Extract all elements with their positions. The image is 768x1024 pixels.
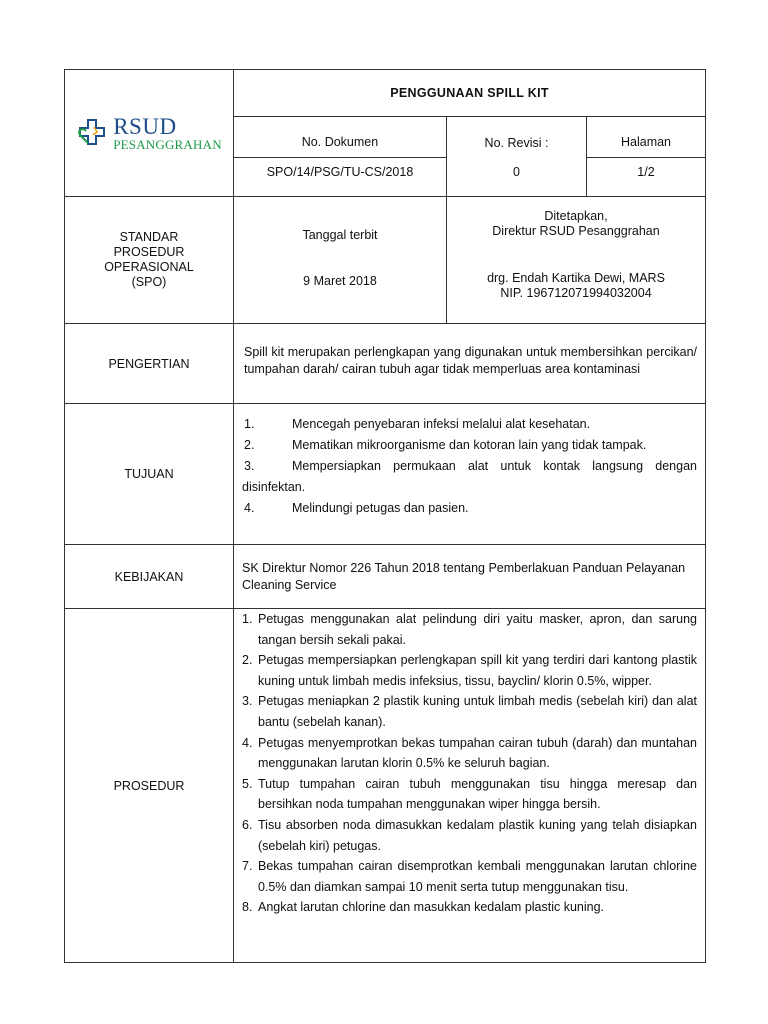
halaman-label: Halaman [587, 117, 706, 158]
list-text: Angkat larutan chlorine dan masukkan kedalam plastic kuning. [258, 900, 605, 915]
pengertian-cell [234, 324, 706, 404]
document-title: PENGGUNAAN SPILL KIT [234, 70, 706, 117]
list-number: 1. [244, 417, 255, 431]
spo-label [65, 197, 234, 324]
pengertian-text: Spill kit merupakan perlengkapan yang digunakan untuk membersihkan percikan/ tumpahan darah/ cairan tubuh agar tidak memperluas area kontaminasi [244, 344, 697, 376]
list-number: 5. [242, 776, 253, 791]
spo-document [64, 69, 705, 963]
list-item [242, 815, 697, 856]
logo-name: RSUD [113, 114, 177, 139]
list-text: Tisu absorben noda dimasukkan kedalam plastik kuning yang telah disiapkan (sebelah kiri) petugas. [258, 817, 697, 853]
list-item [242, 897, 697, 918]
prosedur-list [234, 609, 705, 918]
list-item [242, 856, 697, 897]
tanggal-terbit-cell [234, 197, 447, 324]
direktur-title: Direktur RSUD Pesanggrahan [492, 224, 660, 238]
tanggal-terbit-label: Tanggal terbit [302, 228, 378, 242]
list-text: Melindungi petugas dan pasien. [292, 501, 469, 515]
tujuan-list [234, 414, 705, 519]
list-item [242, 609, 697, 650]
list-text: Petugas menggunakan alat pelindung diri yaitu masker, apron, dan sarung tangan bersih sekali pakai. [258, 612, 697, 647]
list-item [242, 498, 697, 519]
list-item [242, 435, 697, 456]
list-item [242, 414, 697, 435]
list-number: 4. [242, 735, 253, 750]
logo-subname: PESANGGRAHAN [113, 137, 222, 152]
halaman-value: 1/2 [587, 158, 706, 197]
signer-nip: NIP. 196712071994032004 [500, 286, 652, 300]
list-number: 3. [242, 694, 253, 709]
tanggal-terbit-value: 9 Maret 2018 [303, 274, 377, 288]
kebijakan-cell [234, 545, 706, 609]
list-text: Tutup tumpahan cairan tubuh menggunakan tisu hingga meresap dan bersihkan noda tumpahan menggunakan wiper hingga bersih. [258, 776, 697, 812]
ditetapkan-cell [447, 197, 706, 324]
list-text: Mematikan mikroorganisme dan kotoran lain yang tidak tampak. [292, 438, 647, 452]
list-item [242, 456, 697, 498]
signer-name: drg. Endah Kartika Dewi, MARS [487, 271, 665, 285]
kebijakan-text: SK Direktur Nomor 226 Tahun 2018 tentang Pemberlakuan Panduan Pelayanan Cleaning Service [242, 560, 686, 592]
list-number: 3. [244, 459, 255, 473]
spo-label-line: OPERASIONAL [104, 260, 194, 274]
list-number: 6. [242, 817, 253, 832]
list-text: Petugas mempersiapkan perlengkapan spill kit yang terdiri dari kantong plastik kuning untuk limbah medis infeksius, tissu, bayclin/ klorin 0.5%, wipper. [258, 653, 697, 688]
list-item [242, 691, 697, 732]
tujuan-label: TUJUAN [65, 404, 234, 545]
list-number: 8. [242, 900, 253, 915]
logo-cell [65, 70, 234, 197]
list-text: Petugas menyemprotkan bekas tumpahan cairan tubuh (darah) dan muntahan menggunakan larutan klorin 0.5% ke seluruh bagian. [258, 735, 697, 771]
list-number: 7. [242, 859, 253, 874]
no-dokumen-value: SPO/14/PSG/TU-CS/2018 [234, 158, 447, 197]
list-item [242, 733, 697, 774]
list-text: Petugas meniapkan 2 plastik kuning untuk limbah medis (sebelah kiri) dan alat bantu (sebelah kanan). [258, 694, 697, 729]
list-number: 4. [244, 501, 255, 515]
no-revisi-label: No. Revisi : [447, 117, 587, 158]
list-number: 1. [242, 612, 253, 626]
list-item [242, 774, 697, 815]
list-number: 2. [242, 653, 253, 668]
kebijakan-label: KEBIJAKAN [65, 545, 234, 609]
ditetapkan-label: Ditetapkan, [544, 209, 608, 223]
no-revisi-value: 0 [447, 158, 587, 197]
spo-label-line: (SPO) [131, 275, 167, 289]
list-number: 2. [244, 438, 255, 452]
hospital-logo [76, 115, 222, 151]
list-item [242, 650, 697, 691]
spo-table [64, 69, 706, 963]
spo-label-line: STANDAR [119, 230, 179, 244]
tujuan-cell [234, 404, 706, 545]
list-text: Bekas tumpahan cairan disemprotkan kembali menggunakan larutan chlorine 0.5% dan diamkan sampai 10 menit serta tutup menggunakan tisu. [258, 859, 697, 894]
prosedur-label: PROSEDUR [65, 609, 234, 963]
cross-heart-logo-icon [76, 118, 110, 148]
list-text: Mempersiapkan permukaan alat untuk kontak langsung dengan disinfektan. [242, 459, 697, 494]
no-dokumen-label: No. Dokumen [234, 117, 447, 158]
list-text: Mencegah penyebaran infeksi melalui alat kesehatan. [292, 417, 591, 431]
spo-label-line: PROSEDUR [113, 245, 185, 259]
pengertian-label: PENGERTIAN [65, 324, 234, 404]
prosedur-cell [234, 609, 706, 963]
